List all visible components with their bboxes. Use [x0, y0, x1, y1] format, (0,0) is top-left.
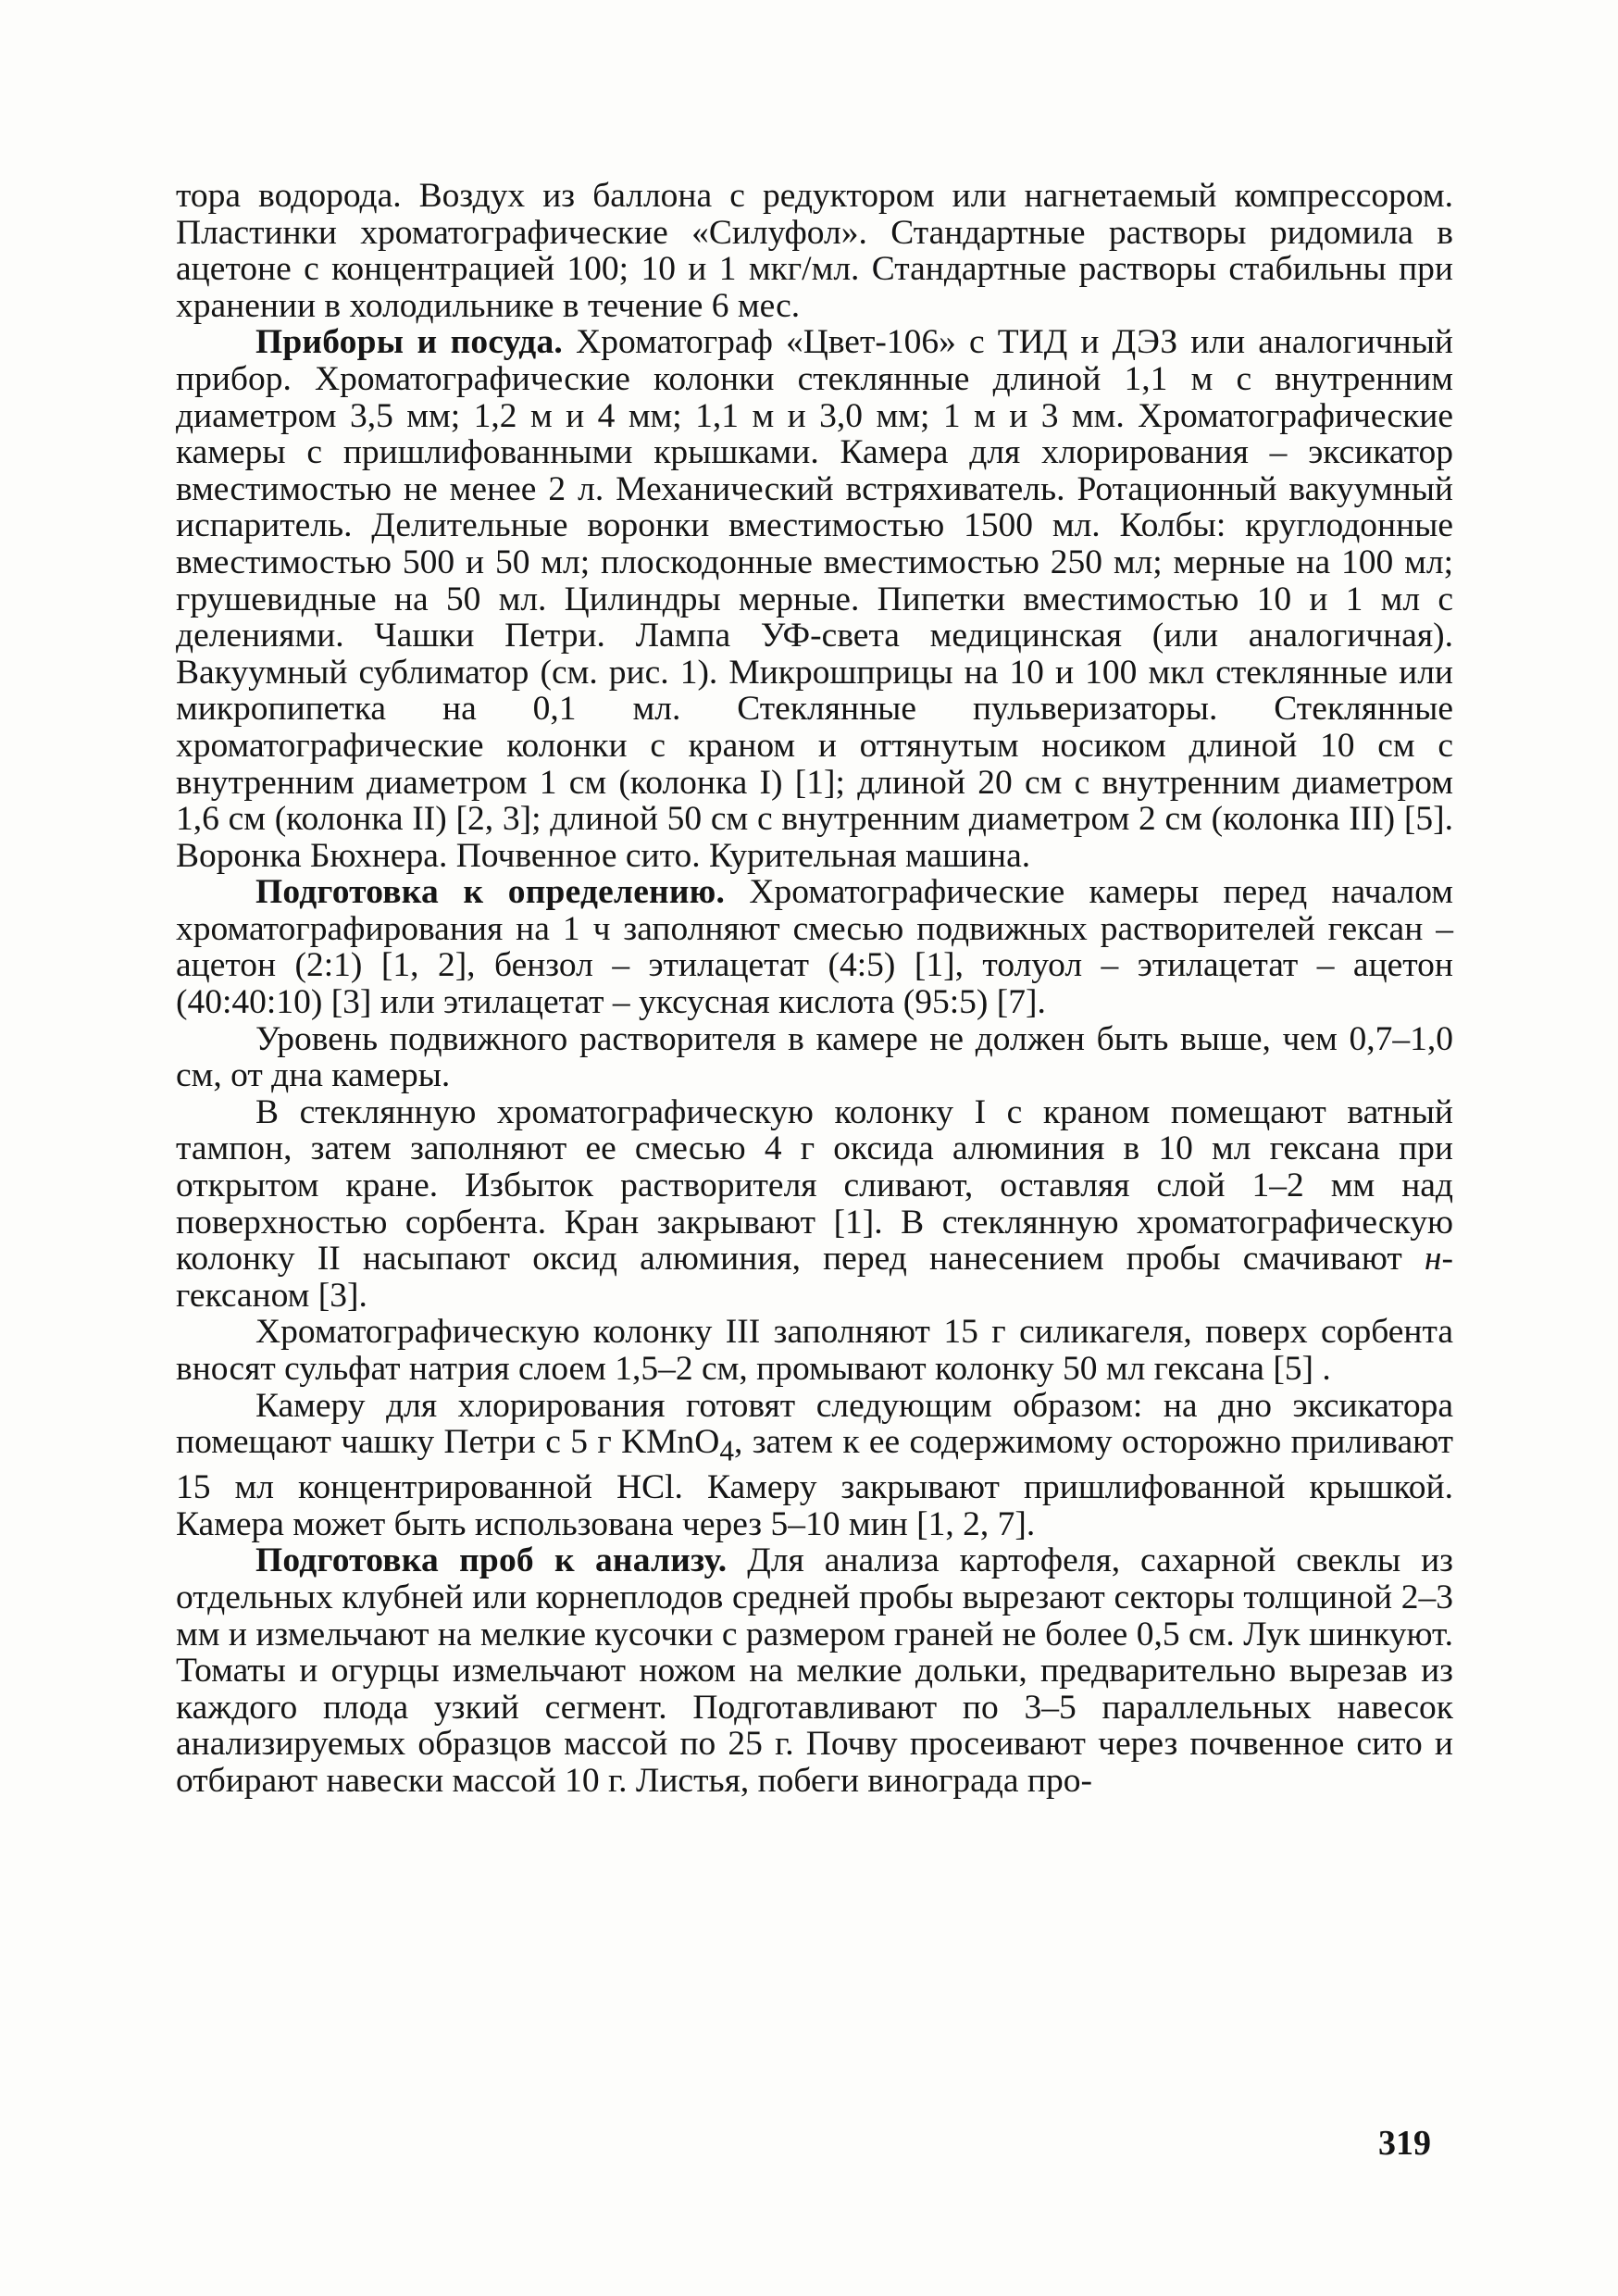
paragraph-sample-preparation: [176, 1542, 1453, 1799]
paragraph-text: -гексаном [3].: [176, 1240, 1453, 1315]
section-heading-preparation: Подготовка к определению.: [255, 873, 726, 912]
paragraph-solvent-level: [176, 1021, 1453, 1094]
paragraph-text: Уровень подвижного растворителя в камере не должен быть выше, чем 0,7–1,0 см, от дна камеры.: [176, 1019, 1453, 1095]
paragraph-column-one-two: [176, 1094, 1453, 1315]
paragraph-text: Хроматограф «Цвет-106» с ТИД и ДЭЗ или аналогичный прибор. Хроматографические колонки стеклянные длиной 1,1 м с внутренним диаметром 3,5 мм; 1,2 м и 4 мм; 1,1 м и 3,0 мм; 1 м и 3 мм. Хроматографические камеры с пришлифованными крышками. Камера для хлорирования – эксикатор вместимостью не менее 2 л. Механический встряхиватель. Ротационный вакуумный испаритель. Делительные воронки вместимостью 1500 мл. Колбы: круглодонные вместимостью 500 и 50 мл; плоскодонные вместимостью 250 мл; мерные на 100 мл; грушевидные на 50 мл. Цилиндры мерные. Пипетки вместимостью 10 и 1 мл с делениями. Чашки Петри. Лампа УФ-света медицинская (или аналогичная). Вакуумный сублиматор (см. рис. 1). Микрошприцы на 10 и 100 мкл стеклянные или микропипетка на 0,1 мл. Стеклянные пульверизаторы. Стеклянные хроматографические колонки с краном и оттянутым носиком длиной 10 см с внутренним диаметром 1 см (колонка I) [1]; длиной 20 см с внутренним диаметром 1,6 см (колонка II) [2, 3]; длиной 50 см с внутренним диаметром 2 см (колонка III) [5]. Воронка Бюхнера. Почвенное сито. Курительная машина.: [176, 323, 1453, 875]
italic-prefix: н: [1424, 1240, 1442, 1279]
paragraph-text: Хроматографические камеры перед началом хроматографирования на 1 ч заполняют смесью подвижных растворителей гексан – ацетон (2:1) [1, 2], бензол – этилацетат (4:5) [1], толуол – этилацетат – ацетон (40:40:10) [3] или этилацетат – уксусная кислота (95:5) [7].: [176, 873, 1454, 1022]
paragraph-chlorination-chamber: [176, 1388, 1453, 1543]
subscript: 4: [719, 1434, 734, 1467]
paragraph-text: Для анализа картофеля, сахарной свеклы из отдельных клубней или корнеплодов средней пробы вырезают секторы толщиной 2–3 мм и измельчают на мелкие кусочки с размером граней не более 0,5 см. Лук шинкуют. Томаты и огурцы измельчают ножом на мелкие дольки, предварительно вырезав из каждого плода узкий сегмент. Подготавливают по 3–5 параллельных навесок анализируемых образцов массой по 25 г. Почву просеивают через почвенное сито и отбирают навески массой 10 г. Листья, побеги винограда про-: [176, 1541, 1453, 1801]
paragraph-text: , затем к ее содержимому осторожно приливают 15 мл концентрированной HCl. Камеру закрывают пришлифованной крышкой. Камера может быть использована через 5–10 мин [1, 2, 7].: [176, 1423, 1453, 1543]
paragraph-preparation: [176, 874, 1453, 1020]
body-text: [176, 178, 1453, 1800]
paragraph-reagents-continued: [176, 178, 1453, 324]
paragraph-instruments: [176, 324, 1453, 874]
paragraph-text: Хроматографическую колонку III заполняют 15 г силикагеля, поверх сорбента вносят сульфат натрия слоем 1,5–2 см, промывают колонку 50 мл гексана [5] .: [176, 1313, 1453, 1388]
section-heading-sample-preparation: Подготовка проб к анализу.: [255, 1541, 728, 1580]
section-heading-instruments: Приборы и посуда.: [255, 323, 564, 362]
paragraph-text: тора водорода. Воздух из баллона с редуктором или нагнетаемый компрессором. Пластинки хроматографические «Силуфол». Стандартные растворы ридомила в ацетоне с концентрацией 100; 10 и 1 мкг/мл. Стандартные растворы стабильны при хранении в холодильнике в течение 6 мес.: [176, 177, 1453, 325]
page-number: 319: [1378, 2124, 1431, 2163]
paragraph-column-three: [176, 1314, 1453, 1387]
paragraph-text: В стеклянную хроматографическую колонку I с краном помещают ватный тампон, затем заполняют ее смесью 4 г оксида алюминия в 10 мл гексана при открытом кране. Избыток растворителя сливают, оставляя слой 1–2 мм над поверхностью сорбента. Кран закрывают [1]. В стеклянную хроматографическую колонку II насыпают оксид алюминия, перед нанесением пробы смачивают: [176, 1092, 1453, 1279]
paragraph-text: Камеру для хлорирования готовят следующим образом: на дно эксикатора помещают чашку Петри с 5 г KMnO: [176, 1386, 1453, 1462]
